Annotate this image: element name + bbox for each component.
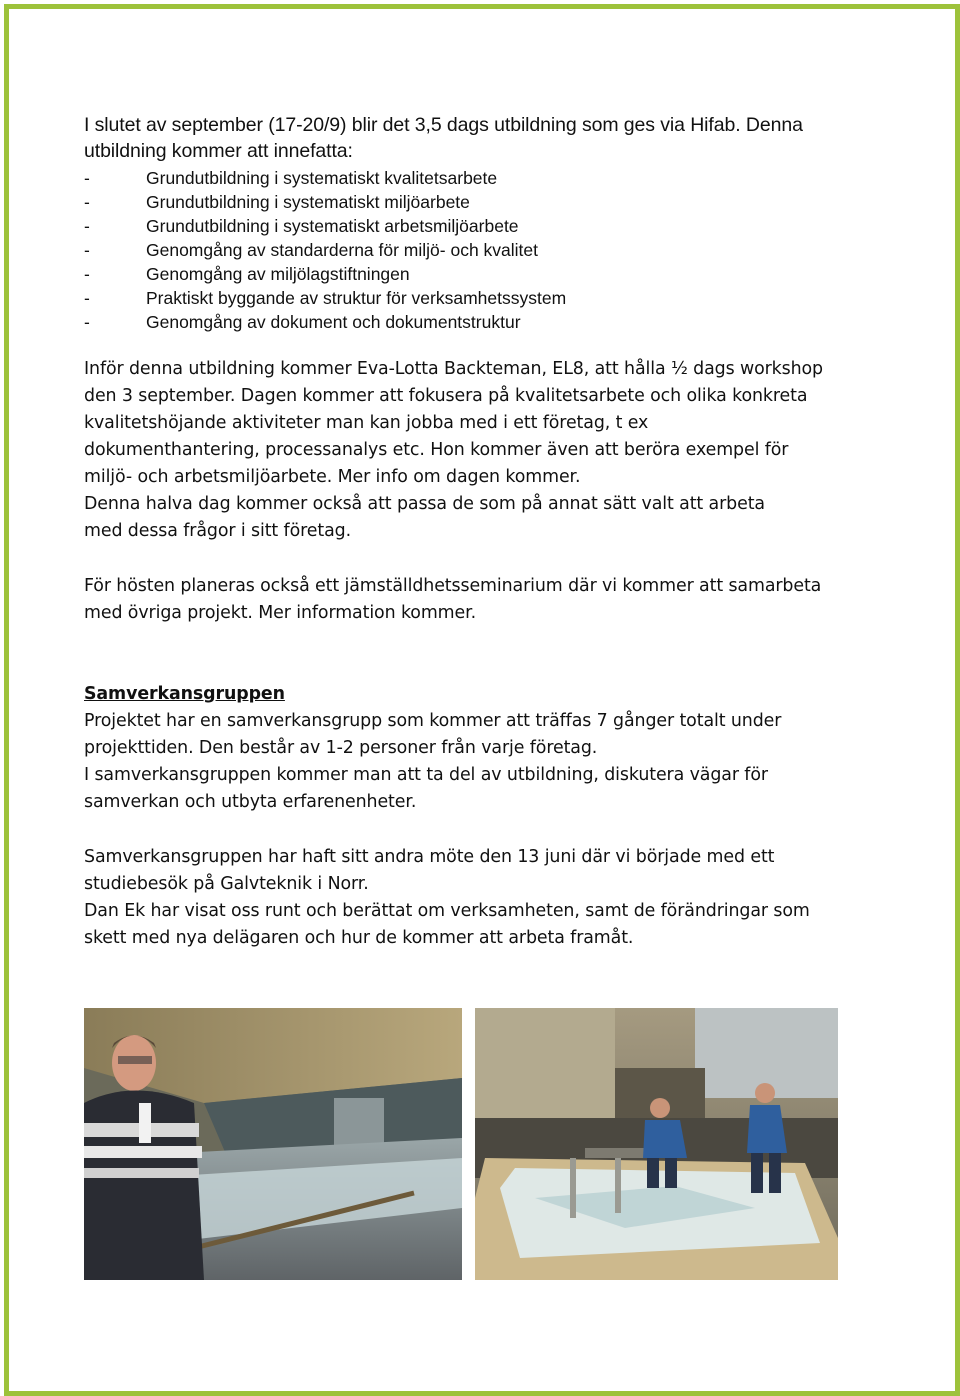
list-item-text: Grundutbildning i systematiskt miljöarbete xyxy=(146,192,470,212)
photo-galvanizing-bath xyxy=(475,1008,838,1280)
workshop-line-5: miljö- och arbetsmiljöarbete. Mer info om dagen kommer. xyxy=(84,467,581,487)
meeting-line-2: studiebesök på Galvteknik i Norr. xyxy=(84,874,369,894)
workshop-line-6: Denna halva dag kommer också att passa de som på annat sätt valt att arbeta xyxy=(84,494,765,514)
workshop-line-2: den 3 september. Dagen kommer att fokusera på kvalitetsarbete och olika konkreta xyxy=(84,386,808,406)
samverkan-line-1: Projektet har en samverkansgrupp som kommer att träffas 7 gånger totalt under xyxy=(84,711,782,731)
section-heading: Samverkansgruppen xyxy=(84,684,285,704)
workshop-line-3: kvalitetshöjande aktiviteter man kan jobba med i ett företag, t ex xyxy=(84,413,649,433)
list-item-text: Genomgång av standarderna för miljö- och kvalitet xyxy=(146,240,539,260)
list-marker: - xyxy=(84,312,90,332)
list-item-text: Genomgång av miljölagstiftningen xyxy=(146,264,410,284)
equality-line-1: För hösten planeras också ett jämställdhetsseminarium där vi kommer att samarbeta xyxy=(84,576,822,596)
list-item-text: Genomgång av dokument och dokumentstruktur xyxy=(146,312,521,332)
list-marker: - xyxy=(84,288,90,308)
list-marker: - xyxy=(84,264,90,284)
meeting-line-4: skett med nya delägaren och hur de kommer att arbeta framåt. xyxy=(84,928,634,948)
list-marker: - xyxy=(84,168,90,188)
samverkan-line-2: projekttiden. Den består av 1-2 personer från varje företag. xyxy=(84,738,598,758)
list-marker: - xyxy=(84,192,90,212)
equality-line-2: med övriga projekt. Mer information kommer. xyxy=(84,603,476,623)
workshop-line-7: med dessa frågor i sitt företag. xyxy=(84,521,352,541)
workshop-line-4: dokumenthantering, processanalys etc. Hon kommer även att beröra exempel för xyxy=(84,440,789,460)
meeting-line-3: Dan Ek har visat oss runt och berättat om verksamheten, samt de förändringar som xyxy=(84,901,810,921)
list-item-text: Praktiskt byggande av struktur för verksamhetssystem xyxy=(146,288,567,308)
workshop-line-1: Inför denna utbildning kommer Eva-Lotta Backteman, EL8, att hålla ½ dags workshop xyxy=(84,359,824,379)
list-marker: - xyxy=(84,240,90,260)
list-marker: - xyxy=(84,216,90,236)
meeting-line-1: Samverkansgruppen har haft sitt andra möte den 13 juni där vi började med ett xyxy=(84,847,775,867)
list-item-text: Grundutbildning i systematiskt kvalitetsarbete xyxy=(146,168,498,188)
intro-line-2: utbildning kommer att innefatta: xyxy=(84,140,353,162)
samverkan-line-4: samverkan och utbyta erfarenenheter. xyxy=(84,792,417,812)
intro-line-1: I slutet av september (17-20/9) blir det 3,5 dags utbildning som ges via Hifab. Denna xyxy=(84,114,803,136)
list-item-text: Grundutbildning i systematiskt arbetsmiljöarbete xyxy=(146,216,519,236)
photo-factory-worker xyxy=(84,1008,462,1280)
samverkan-line-3: I samverkansgruppen kommer man att ta del av utbildning, diskutera vägar för xyxy=(84,765,768,785)
